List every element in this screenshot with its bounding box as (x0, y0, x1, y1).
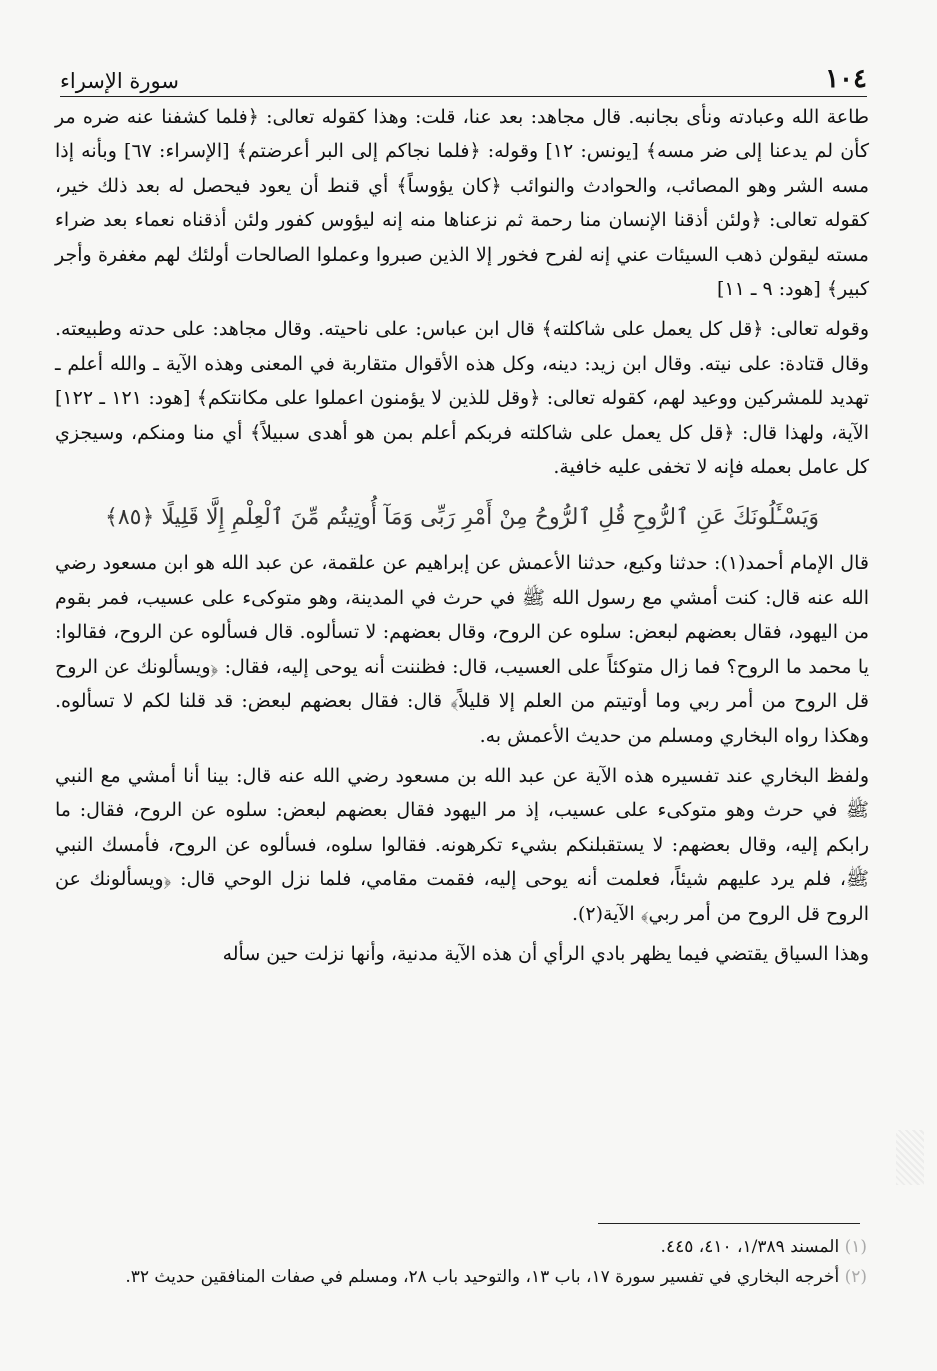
footnote-divider (598, 1223, 860, 1224)
footnote-text: المسند ١/٣٨٩، ٤١٠، ٤٤٥. (660, 1237, 840, 1257)
footnote-marker: (٢) (844, 1267, 867, 1287)
main-text (55, 100, 869, 971)
quran-verse: وَيَسْـَٔلُونَكَ عَنِ ٱلرُّوحِ قُلِ ٱلرُّوحُ مِنْ أَمْرِ رَبِّى وَمَآ أُوتِيتُم مِّنَ ٱلْعِلْمِ إِلَّا قَلِيلًا ﴿٨٥﴾ (104, 505, 820, 531)
paragraph: طاعة الله وعبادته ونأى بجانبه. قال مجاهد: بعد عنا، قلت: وهذا كقوله تعالى: ﴿فلما كشفنا عنه ضره مر كأن لم يدعنا إلى ضر مسه﴾ [يونس: ١٢] وقوله: ﴿فلما نجاكم إلى البر أعرضتم﴾ [الإسراء: ٦٧] وبأنه إذا مسه الشر وهو المصائب، والحوادث والنوائب ﴿كان يؤوساً﴾ أي قنط أن يعود فيحصل له بعد ذلك خير، كقوله تعالى: ﴿ولئن أذقنا الإنسان منا رحمة ثم نزعناها منه إنه ليؤوس كفور ولئن أذقناه نعماء بعد ضراء مسته ليقولن ذهب السيئات عني إنه لفرح فخور إلا الذين صبروا وعملوا الصالحات أولئك لهم مغفرة وأجر كبير﴾ [هود: ٩ ـ ١١] (55, 106, 869, 301)
page-header (60, 62, 867, 97)
surah-title: سورة الإسراء (60, 69, 179, 93)
footnote-marker: (١) (844, 1237, 867, 1257)
margin-smudge (896, 1130, 924, 1185)
paragraph: قال الإمام أحمد(١): حدثنا وكيع، حدثنا الأعمش عن إبراهيم عن علقمة، عن عبد الله هو ابن مسعود رضي الله عنه قال: كنت أمشي مع رسول الله ﷺ في حرث في المدينة، وهو متوكىء على عسيب، فمر بقوم من اليهود، فقال بعضهم لبعض: سلوه عن الروح، وقال بعضهم: لا تسألوه. قال فسألوه عن الروح، فقالوا: يا محمد ما الروح؟ فما زال متوكئاً على العسيب، قال: فظننت أنه يوحى إليه، فقال: ﴿ويسألونك عن الروح قل الروح من أمر ربي وما أوتيتم من العلم إلا قليلاً﴾ قال: فقال بعضهم لبعض: قد قلنا لكم لا تسألوه. وهكذا رواه البخاري ومسلم من حديث الأعمش به. (55, 552, 869, 747)
paragraph: وهذا السياق يقتضي فيما يظهر بادي الرأي أن هذه الآية مدنية، وأنها نزلت حين سأله (222, 942, 869, 965)
paragraph: وقوله تعالى: ﴿قل كل يعمل على شاكلته﴾ قال ابن عباس: على ناحيته. وقال مجاهد: على حدته وطبيعته. وقال قتادة: على نيته. وقال ابن زيد: دينه، وكل هذه الأقوال متقاربة في المعنى وهذه الآية ـ والله أعلم ـ تهديد للمشركين ووعيد لهم، كقوله تعالى: ﴿وقل للذين لا يؤمنون اعملوا على مكانتكم﴾ [هود: ١٢١ ـ ١٢٢] الآية، ولهذا قال: ﴿قل كل يعمل على شاكلته فربكم أعلم بمن هو أهدى سبيلاً﴾ أي منا ومنكم، وسيجزي كل عامل بعمله فإنه لا تخفى عليه خافية. (55, 318, 869, 479)
footnote (55, 1262, 867, 1292)
footnote-text: أخرجه البخاري في تفسير سورة ١٧، باب ١٣، والتوحيد باب ٢٨، ومسلم في صفات المنافقين حديث ٣٢. (125, 1267, 840, 1287)
footnote (55, 1232, 867, 1262)
footnotes (55, 1232, 867, 1292)
page-number: ١٠٤ (825, 64, 867, 94)
paragraph: ولفظ البخاري عند تفسيره هذه الآية عن عبد الله بن مسعود رضي الله عنه قال: بينا أنا أمشي مع النبي ﷺ في حرث وهو متوكىء على عسيب، إذ مر اليهود فقال بعضهم لبعض: سلوه عن الروح، فقال: ما رابكم إليه، وقال بعضهم: لا يستقبلنكم بشيء تكرهونه. فقالوا سلوه، فسألوه عن الروح، فأمسك النبي ﷺ، فلم يرد عليهم شيئاً، فعلمت أنه يوحى إليه، فقمت مقامي، فلما نزل الوحي قال: ﴿ويسألونك عن الروح قل الروح من أمر ربي﴾ الآية(٢). (55, 764, 869, 925)
